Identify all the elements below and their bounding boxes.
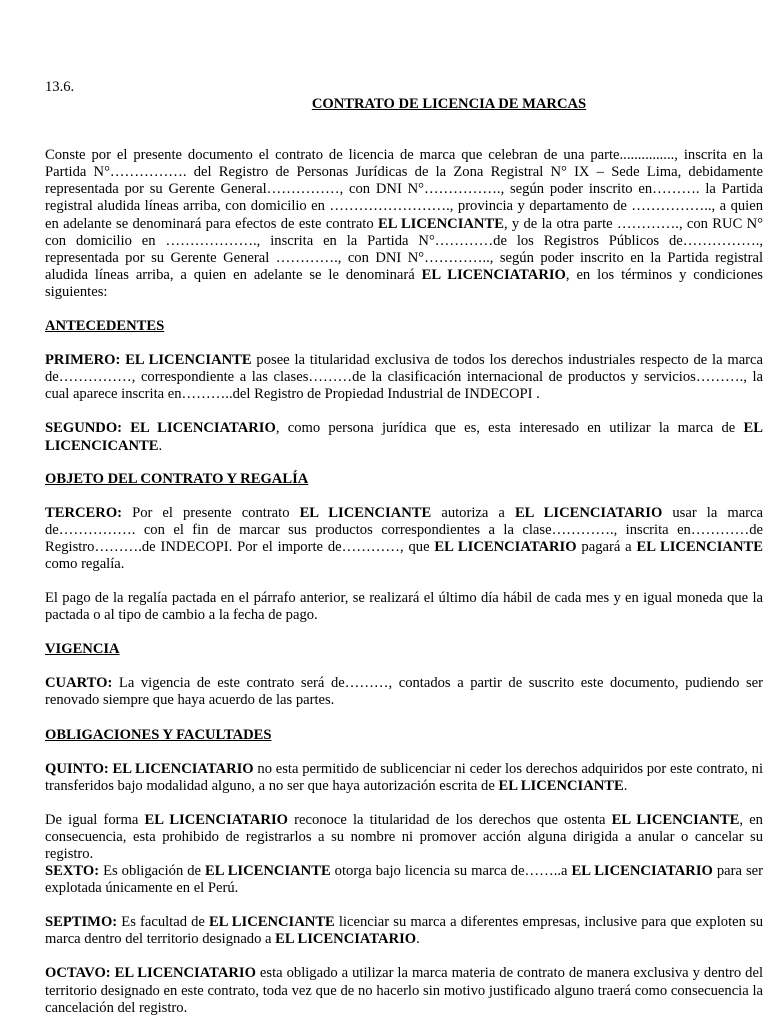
clause-text: como regalía. xyxy=(45,555,125,572)
clause-segundo xyxy=(45,420,763,454)
party-name: EL LICENCIATARIO xyxy=(275,931,417,948)
party-name: EL LICENCIANTE xyxy=(498,777,624,794)
party-name: EL LICENCIANTE xyxy=(299,504,432,521)
clause-text: , como persona jurídica que es, esta interesado en utilizar la marca de xyxy=(275,420,744,437)
party-name: EL LICENCIATARIO xyxy=(514,504,663,521)
clause-text: para ser explotada únicamente en el Perú. xyxy=(45,863,763,897)
party-name: EL LICENCIANTE xyxy=(209,914,335,931)
document-page xyxy=(45,79,763,1017)
clause-sexto xyxy=(45,863,763,897)
clause-text: usar la marca de……………. con el fin de marcar sus productos correspondientes a la clase…………., inscrita en…………de Registro……….de INDECOPI. Por el importe de…………, que xyxy=(45,504,763,555)
clause-text: Es obligación de xyxy=(99,863,206,880)
party-name: EL LICENCIATARIO xyxy=(144,811,288,828)
party-name: EL LICENCIANTE xyxy=(636,538,763,555)
heading-objeto: OBJETO DEL CONTRATO Y REGALÍA xyxy=(45,470,309,487)
clause-label: TERCERO: xyxy=(45,504,123,521)
party-name: EL LICENCIANTE xyxy=(205,863,331,880)
clause-label: SEXTO: xyxy=(45,863,100,880)
clause-text: esta obligado a utilizar la marca materia de contrato de manera exclusiva y dentro del territorio designado en este contrato, toda vez que de no hacerlo sin motivo justificado alguno traerá como consecuencia la cancelación del registro. xyxy=(45,965,764,1016)
clause-text: . xyxy=(158,437,163,454)
clause-text: Por el presente contrato xyxy=(122,504,300,521)
clause-text: . xyxy=(416,931,420,948)
party-name: EL LICENCIANTE xyxy=(611,811,740,828)
clause-label: PRIMERO: EL LICENCIANTE xyxy=(45,352,252,369)
clause-text: posee la titularidad exclusiva de todos los derechos industriales respecto de la marca de……………, correspondiente a las clases………de la clasificación internacional de productos y servicios………., la cual aparece inscrita en………..del Registro de Propiedad Industrial de INDECOPI . xyxy=(45,352,763,403)
clause-label: SEGUNDO: EL LICENCIATARIO xyxy=(45,420,276,437)
clause-text: pagará a xyxy=(576,538,637,555)
clause-text: La vigencia de este contrato será de………, contados a partir de suscrito este documento, pudiendo ser renovado siempre que haya acuerdo de las partes. xyxy=(45,675,763,709)
clause-text: De igual forma xyxy=(45,811,145,828)
clause-label: OCTAVO: EL LICENCIATARIO xyxy=(45,965,256,982)
clause-primero xyxy=(45,352,763,403)
clause-septimo xyxy=(45,914,763,948)
clause-quinto xyxy=(45,761,763,795)
clause-cuarto xyxy=(45,675,763,709)
party-licenciatario: EL LICENCIATARIO xyxy=(421,266,566,283)
clause-text: , en consecuencia, esta prohibido de registrarlos a su nombre ni promover acción alguna dirigida a anular o cancelar su registro. xyxy=(45,811,763,862)
document-title: CONTRATO DE LICENCIA DE MARCAS xyxy=(311,96,587,113)
clause-text: Es facultad de xyxy=(117,914,210,931)
party-name: EL LICENCIATARIO xyxy=(571,863,713,880)
clause-text: licenciar su marca a diferentes empresas, inclusive para que exploten su marca dentro del territorio designado a xyxy=(45,914,763,948)
clause-text: autoriza a xyxy=(431,504,515,521)
heading-antecedentes: ANTECEDENTES xyxy=(45,318,165,335)
party-name: EL LICENCICANTE xyxy=(45,420,763,454)
paragraph-igual-forma xyxy=(45,812,763,863)
clause-text: . xyxy=(623,777,628,794)
party-name: EL LICENCIATARIO xyxy=(434,538,577,555)
clause-tercero xyxy=(45,505,763,573)
intro-text: Conste por el presente documento el contrato de licencia de marca que celebran de una parte..............., inscrita en la Partida N°……………. del Registro de Personas Jurídicas de la Zona Registral N° IX – Sede Lima, debidamente representada por su Gerente General……………, con DNI N°……………., según poder inscrito en………. la Partida registral aludida líneas arriba, con domicilio en ……………………., provincia y departamento de …………….., a quien en adelante se denominará para efectos de este contrato xyxy=(45,147,763,232)
intro-paragraph xyxy=(45,147,763,301)
clause-label: SEPTIMO: xyxy=(45,914,118,931)
clause-text: reconoce la titularidad de los derechos que ostenta xyxy=(287,811,612,828)
clause-label: QUINTO: EL LICENCIATARIO xyxy=(45,760,254,777)
heading-obligaciones: OBLIGACIONES Y FACULTADES xyxy=(45,726,272,743)
heading-vigencia: VIGENCIA xyxy=(45,641,120,658)
section-number: 13.6. xyxy=(45,79,75,95)
intro-text: , en los términos y condiciones siguientes: xyxy=(45,266,763,300)
clause-text: no esta permitido de sublicenciar ni ceder los derechos adquiridos por este contrato, ni transferidos bajo modalidad alguno, a no ser que haya autorización escrita de xyxy=(45,760,763,794)
intro-text: , y de la otra parte …………., con RUC N° con domicilio en ………………., inscrita en la Partida N°…………de los Registros Públicos de……………., representada por su Gerente General …………., con DNI N°………….., según poder inscrito en la Partida registral aludida líneas arriba, a quien en adelante se le denominará xyxy=(45,215,763,283)
paragraph-pago: El pago de la regalía pactada en el párrafo anterior, se realizará el último día hábil de cada mes y en igual moneda que la pactada o al tipo de cambio a la fecha de pago. xyxy=(45,590,763,624)
party-licenciante: EL LICENCIANTE xyxy=(377,215,504,232)
clause-octavo xyxy=(45,965,763,1016)
clause-label: CUARTO: xyxy=(45,675,113,692)
clause-text: otorga bajo licencia su marca de……..a xyxy=(330,863,572,880)
